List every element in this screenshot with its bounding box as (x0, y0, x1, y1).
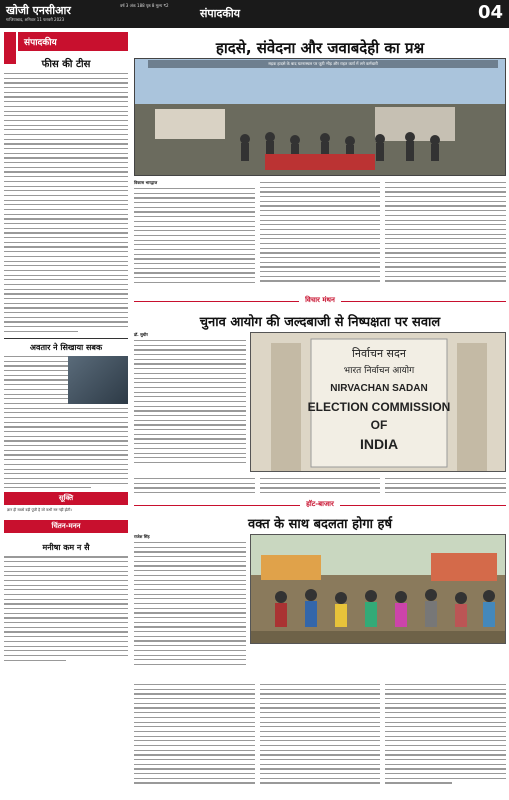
eci-building-sign (251, 333, 506, 472)
lead-article-body (134, 180, 506, 288)
section-title: संपादकीय (200, 7, 241, 20)
lead-headline: हादसे, संवेदना और जवाबदेही का प्रश्न (215, 39, 425, 57)
section3-left-text (134, 534, 246, 674)
sign-hindi2: भारत निर्वाचन आयोग (343, 366, 415, 376)
sign-india: INDIA (359, 436, 399, 452)
editorial-text (4, 73, 128, 332)
section3-byline: राजेश सिंह (134, 534, 150, 539)
editorial-label-block (4, 32, 128, 51)
photo-caption: सड़क हादसे के बाद घटनास्थल पर जुटी भीड़ और राहत कार्य में लगे कर्मचारी (148, 60, 498, 68)
editorial-title: फीस की टीस (41, 59, 91, 70)
reflection-text (4, 556, 128, 660)
reflection-label: चिंतन-मनन (4, 520, 128, 533)
sign-election-commission: ELECTION COMMISSION (307, 400, 451, 414)
section3-headline: वक्त के साथ बदलता होगा हर्ष (248, 517, 392, 532)
date-line: गाजियाबाद, शनिवार 11 फरवरी 2023 (6, 17, 65, 22)
sign-nirvachan: NIRVACHAN SADAN (330, 383, 428, 394)
section2-body (134, 332, 506, 472)
accident-photo (134, 58, 506, 176)
author-photo (68, 356, 128, 404)
section2-headline: चुनाव आयोग की जल्दबाजी से निष्पक्षता पर सवाल (199, 315, 441, 330)
accident-scene-illustration (135, 59, 506, 176)
editorial-accent-bar (4, 32, 16, 64)
section2-left-text (134, 332, 246, 472)
masthead (0, 0, 509, 28)
column-body (4, 356, 128, 488)
quote-label: सूक्ति (4, 492, 128, 505)
issue-line: वर्ष 3 अंक 188 पृष्ठ 8 मूल्य ₹2 (120, 3, 169, 8)
column-subhead: अवतार ने सिखाया सबक (4, 338, 128, 353)
election-commission-photo (250, 332, 506, 472)
section-divider-vichar: विचार मंथन (134, 296, 506, 305)
left-column (4, 32, 128, 796)
lead-byline: विकास भारद्वाज (134, 180, 158, 185)
section3-bottom-text (134, 682, 506, 794)
sign-of: OF (370, 418, 388, 432)
section2-byline: डॉ. सुधीर (134, 332, 148, 337)
market-photo (250, 534, 506, 644)
quote-text: ज्ञान ही सबसे बड़ी पूंजी है जो कभी नष्ट नहीं होती। (7, 508, 72, 513)
editorial-label: संपादकीय (18, 32, 128, 51)
section2-bottom-text (134, 476, 506, 498)
newspaper-logo: खोजी एनसीआर (6, 4, 71, 17)
section-divider-hot-bazaar: हॉट-बाजार (134, 500, 506, 509)
sign-hindi: निर्वाचन सदन (352, 347, 406, 360)
reflection-title: मनीषा कम न सै (42, 543, 90, 553)
page-number: 04 (477, 2, 503, 23)
market-scene-illustration (251, 535, 506, 644)
